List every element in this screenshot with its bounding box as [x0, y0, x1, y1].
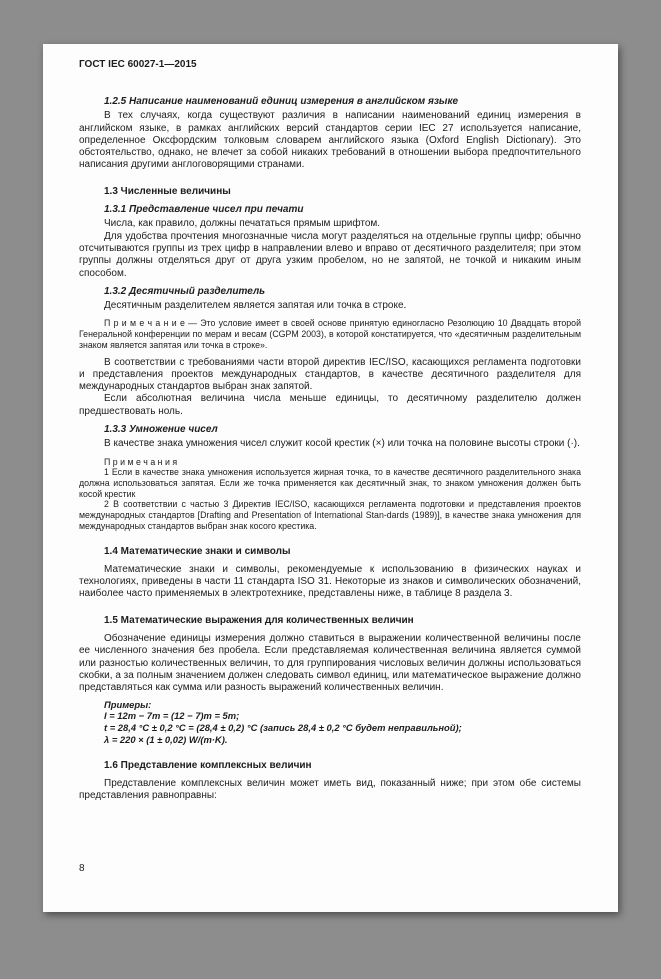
paragraph: Числа, как правило, должны печататься прямым шрифтом. [104, 218, 381, 230]
document-page [43, 44, 618, 912]
subsection-heading: 1.2.5 Написание наименований единиц измерения в английском языке [104, 96, 459, 107]
paragraph: Если абсолютная величина числа меньше единицы, то десятичному разделителю должен предшествовать ноль. [79, 393, 581, 417]
paragraph: В тех случаях, когда существуют различия в написании наименований единиц измерения в английском языке, в рамках английских версий стандартов серии IEC 27 используется написание, определенное Оксфордским толковым словарем английского языка (Oxford English Dictionary). Это обстоятельство, однако, не влечет за собой никаких требований в отношении выбора предпочтительного написания другими англоговорящими странами. [79, 110, 581, 171]
section-heading: 1.5 Математические выражения для количественных величин [104, 614, 414, 626]
paragraph: Обозначение единицы измерения должно ставиться в выражении количественной величины после ее численного значения без пробела. Если представляемая количественная величина является суммой или разностью количественных величин, то для группирования числовых величин должны использоваться скобки, а за полным значением должен следовать символ единиц, или математическое выражение должно представляться как сумма или разность выражений количественных величин. [79, 633, 581, 694]
paragraph: Представление комплексных величин может иметь вид, показанный ниже; при этом обе системы представления равноправны: [79, 778, 581, 802]
paragraph: Математические знаки и символы, рекомендуемые к использованию в физических науках и технологиях, приведены в части 11 стандарта ISO 31. Некоторые из знаков и символических обозначений, наиболее часто применяемых в электротехнике, представлены ниже, в таблице 8 раздела 3. [79, 563, 581, 600]
section-heading: 1.6 Представление комплексных величин [104, 759, 312, 771]
desktop-background [0, 44, 661, 979]
note: П р и м е ч а н и я [104, 456, 178, 467]
note: П р и м е ч а н и е — Это условие имеет в своей основе принятую единогласно Резолюцию 10 Двадцать второй Генеральной конференции по мерам и весам (CGPM 2003), в которой констатируется, что «десятичным разделительным знаком является запятая или точка в строке». [79, 318, 581, 350]
example-line: λ = 220 × (1 ± 0,02) W/(m·K). [104, 733, 228, 745]
subsection-heading: 1.3.1 Представление чисел при печати [104, 204, 304, 216]
subsection-heading: 1.3.2 Десятичный разделитель [104, 285, 266, 297]
paragraph: В качестве знака умножения чисел служит косой крестик (×) или точка на половине высоты строки (·). [104, 438, 580, 450]
document-body [79, 96, 581, 803]
subsection-heading: 1.3.3 Умножение чисел [104, 424, 218, 436]
document-header: ГОСТ IEC 60027-1—2015 [79, 59, 197, 70]
example-line: t = 28,4 °C ± 0,2 °C = (28,4 ± 0,2) °C (запись 28,4 ± 0,2 °C будет неправильной); [104, 722, 462, 734]
paragraph: Для удобства прочтения многозначные числа могут разделяться на отдельные группы цифр; обычно отсчитываются группы из трех цифр в направлении влево и вправо от десятичного разделителя; при этом группы должны отделяться друг от друга узким пробелом, но не запятой, не точкой и никаким иным способом. [79, 230, 581, 279]
section-heading: 1.3 Численные величины [104, 185, 231, 197]
paragraph: Десятичным разделителем является запятая или точка в строке. [104, 300, 407, 312]
section-heading: 1.4 Математические знаки и символы [104, 545, 291, 557]
note: 1 Если в качестве знака умножения используется жирная точка, то в качестве десятичного разделительного знака должна использоваться запятая. Если же точка применяется как десятичный знак, то знаком умножения должен быть косой крестик [79, 467, 581, 499]
examples-label: Примеры: [104, 698, 152, 710]
note: 2 В соответствии с частью 3 Директив IEC/ISO, касающихся регламента подготовки и представления проектов международных стандартов [Drafting and Presentation of International Stan-dards (1989)], в качестве знака умножения для международных стандартов выбран знак косого крестика. [79, 499, 581, 531]
page-number: 8 [79, 863, 85, 874]
paragraph: В соответствии с требованиями части второй директив IEC/ISO, касающихся регламента подготовки и представления проектов международных стандартов, в качестве десятичного разделителя для международных стандартов выбран знак запятой. [79, 356, 581, 393]
example-line: l = 12m − 7m = (12 − 7)m = 5m; [104, 710, 240, 722]
